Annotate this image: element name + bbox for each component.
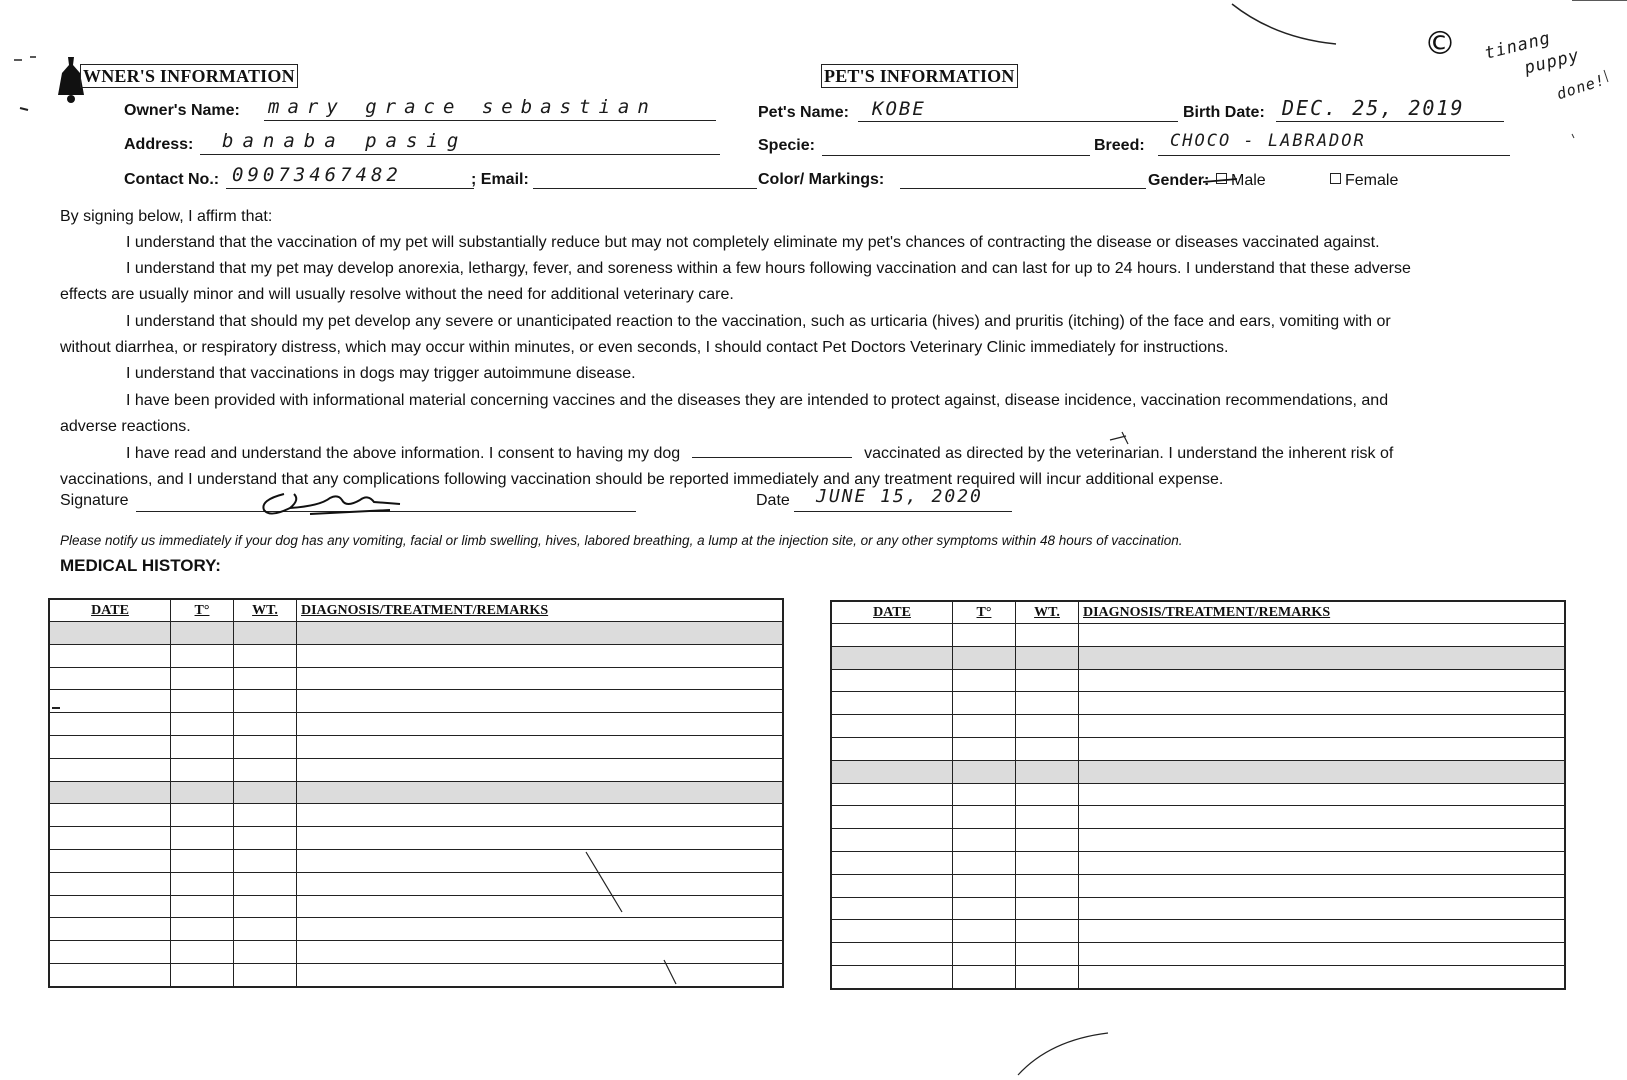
address-value[interactable]: banaba pasig bbox=[222, 130, 468, 152]
column-header-temp: T° bbox=[171, 599, 234, 622]
column-header-temp: T° bbox=[953, 601, 1016, 624]
margin-note-line1: tinang bbox=[1482, 28, 1553, 64]
color-label: Color/ Markings: bbox=[758, 171, 885, 188]
consent-p2a-text: I understand that my pet may develop anorexia, lethargy, fever, and soreness within a few hours following vaccination and can last for up to 24 hours. I understand that these adverse bbox=[126, 260, 1411, 277]
address-label: Address: bbox=[124, 136, 194, 153]
notice-text: Please notify us immediately if your dog has any vomiting, facial or limb swelling, hives, labored breathing, a lump at the injection site, or any other symptoms within 48 hours of vaccination. bbox=[60, 533, 1183, 548]
female-label: Female bbox=[1345, 172, 1399, 189]
pet-name-label: Pet's Name: bbox=[758, 104, 849, 121]
owner-name-label: Owner's Name: bbox=[124, 102, 240, 119]
signature-label: Signature bbox=[60, 492, 129, 509]
consent-p6b: vaccinations, and I understand that any complications following vaccination should be reported immediately and any treatment required will incur additional expense. bbox=[60, 471, 1224, 488]
column-header-date: DATE bbox=[831, 601, 953, 624]
consent-p1-text: I understand that the vaccination of my pet will substantially reduce but may not completely eliminate my pet's chances of contracting the disease or diseases vaccinated against. bbox=[126, 234, 1380, 251]
contact-value[interactable]: 09073467482 bbox=[232, 164, 402, 186]
column-header-weight: WT. bbox=[234, 599, 297, 622]
consent-p4-text: I understand that vaccinations in dogs may trigger autoimmune disease. bbox=[126, 365, 636, 382]
date-label: Date bbox=[756, 492, 790, 509]
consent-p6a-post: vaccinated as directed by the veterinarian. I understand the inherent risk of bbox=[864, 445, 1394, 462]
birth-date-value[interactable]: DEC. 25, 2019 bbox=[1282, 96, 1465, 120]
consent-p3b: without diarrhea, or respiratory distress, which may occur within minutes, or even seconds, I should contact Pet Doctors Veterinary Clinic immediately for instructions. bbox=[60, 339, 1229, 356]
owner-info-heading: WNER'S INFORMATION bbox=[80, 64, 298, 88]
owner-name-value[interactable]: mary grace sebastian bbox=[268, 96, 657, 118]
contact-label: Contact No.: bbox=[124, 171, 220, 188]
signature-date-value[interactable]: JUNE 15, 2020 bbox=[816, 486, 983, 507]
consent-p5a-text: I have been provided with informational material concerning vaccines and the diseases they are intended to protect against, disease incidence, vaccination recommendations, and bbox=[126, 392, 1389, 409]
column-header-remarks: DIAGNOSIS/TREATMENT/REMARKS bbox=[1079, 601, 1566, 624]
pet-name-value[interactable]: KOBE bbox=[872, 98, 926, 120]
birth-date-label: Birth Date: bbox=[1183, 104, 1265, 121]
gender-label: Gender: bbox=[1148, 172, 1210, 189]
consent-intro: By signing below, I affirm that: bbox=[60, 208, 273, 225]
medical-history-title: MEDICAL HISTORY: bbox=[60, 556, 221, 575]
consent-p6a-pre: I have read and understand the above information. I consent to having my dog bbox=[126, 445, 681, 462]
breed-label: Breed: bbox=[1094, 137, 1145, 154]
margin-note-line2: puppy bbox=[1522, 45, 1582, 79]
copyright-mark: © bbox=[1424, 24, 1456, 62]
pet-info-heading: PET'S INFORMATION bbox=[821, 64, 1018, 88]
margin-note-line3: done! bbox=[1554, 70, 1608, 104]
consent-p2b: effects are usually minor and will usually resolve without the need for additional veterinary care. bbox=[60, 286, 734, 303]
specie-label: Specie: bbox=[758, 137, 815, 154]
male-label: Male bbox=[1231, 172, 1266, 189]
consent-p5b: adverse reactions. bbox=[60, 418, 191, 435]
column-header-date: DATE bbox=[49, 599, 171, 622]
consent-p3a-text: I understand that should my pet develop any severe or unanticipated reaction to the vaccination, such as urticaria (hives) and pruritis (itching) of the face and ears, vomiting with or bbox=[126, 313, 1391, 330]
breed-value[interactable]: CHOCO - LABRADOR bbox=[1170, 131, 1366, 151]
column-header-weight: WT. bbox=[1016, 601, 1079, 624]
column-header-remarks: DIAGNOSIS/TREATMENT/REMARKS bbox=[297, 599, 784, 622]
email-label: ; Email: bbox=[471, 171, 529, 188]
